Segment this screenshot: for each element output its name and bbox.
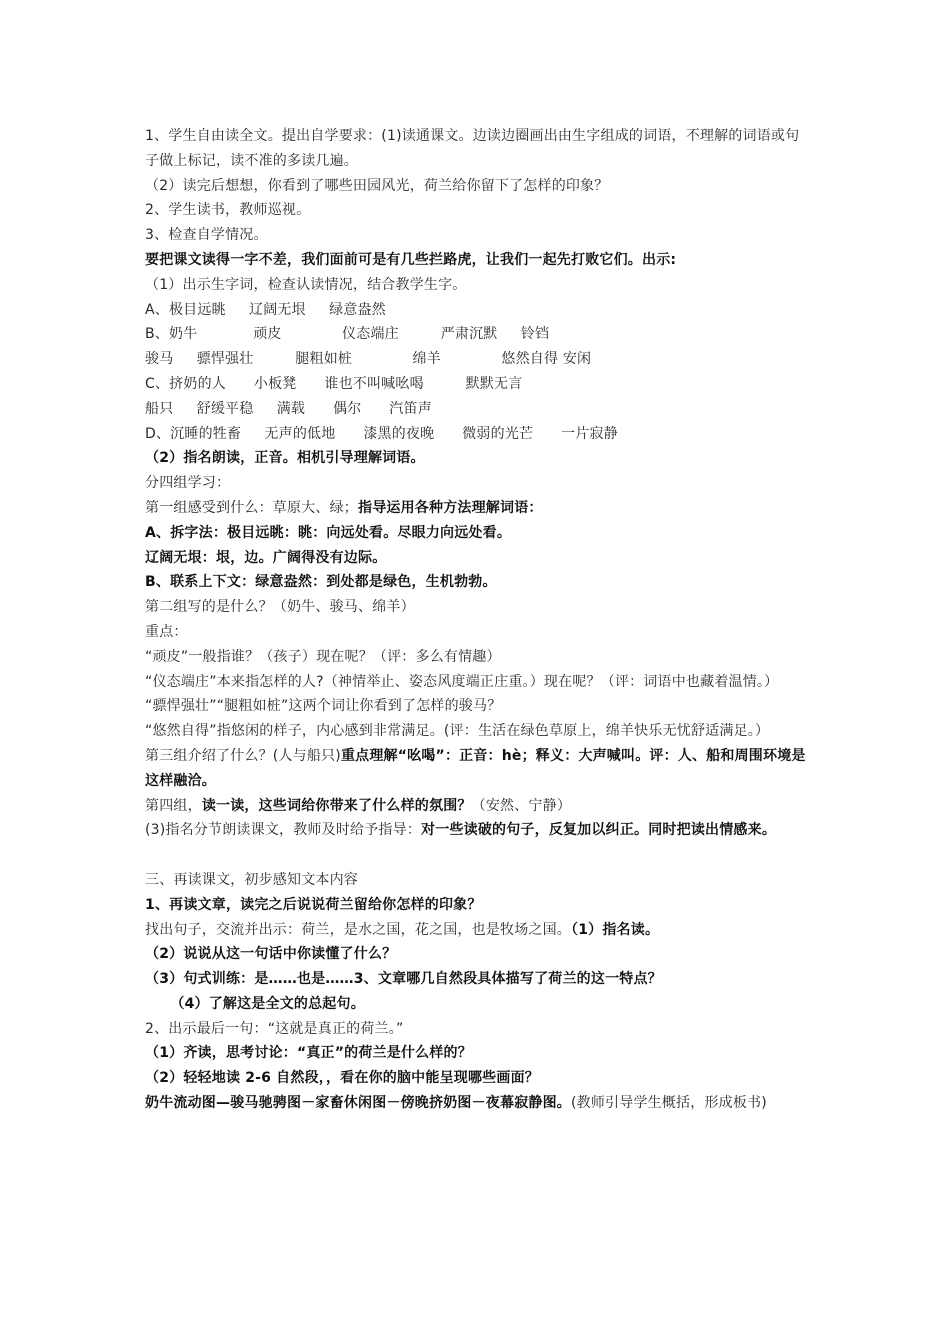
line-text: C、挤奶的人 小板凳 谁也不叫喊吆喝 默默无言 [145, 375, 523, 392]
text-line [145, 397, 810, 422]
text-line [145, 570, 810, 595]
text-line [145, 521, 810, 546]
text-line [145, 620, 810, 645]
line-text-tail: （安然、宁静） [471, 797, 572, 814]
line-text: （2）读完后想想，你看到了哪些田园风光，荷兰给你留下了怎样的印象？ [145, 177, 609, 194]
line-text: B、奶牛 顽皮 仪态端庄 严肃沉默 铃铛 [145, 326, 550, 343]
line-text: 辽阔无垠：垠，边。广阔得没有边际。 [145, 549, 387, 566]
text-line [145, 1091, 810, 1116]
line-text: “顽皮”一般指谁？（孩子）现在呢？（评：多么有情趣） [145, 648, 501, 665]
line-text: “仪态端庄”本来指怎样的人?（神情举止、姿态风度端正庄重。）现在呢？（评：词语中也藏着温情。） [145, 673, 779, 690]
line-text: 1、学生自由读全文。提出自学要求：(1)读通课文。边读边圈画出由生字组成的词语，不理解的词语或句子做上标记，读不准的多读几遍。 [145, 128, 800, 169]
line-text: （4）了解这是全文的总起句。 [145, 995, 365, 1012]
line-text: 找出句子，交流并出示：荷兰，是水之国，花之国，也是牧场之国。 [145, 921, 571, 938]
line-text: “悠然自得”指悠闲的样子，内心感到非常满足。(评：生活在绿色草原上，绵羊快乐无忧舒适满足。） [145, 723, 770, 740]
text-line [145, 298, 810, 323]
line-text: 三、再读课文，初步感知文本内容 [145, 871, 358, 888]
line-text: 第三组介绍了什么？(人与船只) [145, 747, 341, 764]
text-line [145, 347, 810, 372]
text-line [145, 645, 810, 670]
line-text: （2）指名朗读，正音。相机引导理解词语。 [145, 450, 425, 467]
line-text: 2、学生读书，教师巡视。 [145, 202, 311, 219]
text-line [145, 198, 810, 223]
text-line [145, 223, 810, 248]
line-text: 奶牛流动图—骏马驰骋图－家畜休闲图－傍晚挤奶图－夜幕寂静图。 [145, 1095, 571, 1112]
text-line [145, 595, 810, 620]
text-line [145, 322, 810, 347]
blank-line [145, 843, 810, 868]
text-line [145, 794, 810, 819]
text-line [145, 992, 810, 1017]
line-text: （1）齐读，思考讨论：“真正”的荷兰是什么样的？ [145, 1045, 472, 1062]
text-line [145, 670, 810, 695]
line-text: 骏马 骠悍强壮 腿粗如桩 绵羊 悠然自得 安闲 [145, 351, 592, 368]
text-line [145, 372, 810, 397]
text-line [145, 868, 810, 893]
text-line [145, 719, 810, 744]
text-line [145, 124, 810, 174]
line-text: (3)指名分节朗读课文，教师及时给予指导： [145, 822, 422, 839]
text-line [145, 918, 810, 943]
text-line [145, 1017, 810, 1042]
text-line [145, 174, 810, 199]
text-line [145, 942, 810, 967]
line-text-tail: 重点理解“吆喝”：正音：hè；释义：大声喊叫。评：人、船和周围环境是这样融洽。 [145, 747, 806, 789]
text-line [145, 967, 810, 992]
text-line [145, 471, 810, 496]
line-text: 第四组， [145, 797, 202, 814]
line-text: 分四组学习： [145, 475, 231, 492]
line-text: 第一组感受到什么：草原大、绿； [145, 499, 358, 516]
line-text: A、拆字法：极目远眺：眺：向远处看。尽眼力向远处看。 [145, 524, 512, 541]
text-line [145, 818, 810, 843]
line-text: 2、出示最后一句：“这就是真正的荷兰。” [145, 1020, 404, 1037]
line-text-tail: （1）指名读。 [571, 921, 660, 938]
line-text: （1）出示生字词，检查认读情况，结合教学生字。 [145, 276, 467, 293]
line-text: （3）句式训练：是……也是……3、文章哪几自然段具体描写了荷兰的这一特点？ [145, 971, 662, 988]
line-text-tail: 读一读，这些词给你带来了什么样的氛围？ [201, 797, 472, 814]
line-text: （2）说说从这一句话中你读懂了什么？ [145, 946, 397, 963]
line-text: 1、再读文章，读完之后说说荷兰留给你怎样的印象？ [145, 896, 482, 913]
line-text: 第二组写的是什么？（奶牛、骏马、绵羊） [145, 599, 415, 616]
text-line [145, 496, 810, 521]
line-text: A、极目远眺 辽阔无垠 绿意盎然 [145, 301, 386, 318]
text-line [145, 1041, 810, 1066]
line-text: 3、检查自学情况。 [145, 227, 268, 244]
text-line [145, 893, 810, 918]
line-text: （2）轻轻地读 2-6 自然段，，看在你的脑中能呈现哪些画面？ [145, 1070, 539, 1087]
line-text: B、联系上下文：绿意盎然：到处都是绿色，生机勃勃。 [145, 574, 497, 591]
text-line [145, 446, 810, 471]
text-line [145, 273, 810, 298]
line-text: 要把课文读得一字不差，我们面前可是有几些拦路虎，让我们一起先打败它们。出示: [145, 251, 677, 268]
line-text-tail: (教师引导学生概括，形成板书) [571, 1095, 767, 1112]
text-line [145, 422, 810, 447]
text-line [145, 546, 810, 571]
line-text: “骠悍强壮”“腿粗如桩”这两个词让你看到了怎样的骏马？ [145, 698, 502, 715]
line-text: D、沉睡的牲畜 无声的低地 漆黑的夜晚 微弱的光芒 一片寂静 [145, 425, 618, 442]
line-text: 船只 舒缓平稳 满载 偶尔 汽笛声 [145, 400, 432, 417]
text-line [145, 744, 810, 794]
document-body [145, 124, 810, 1116]
text-line [145, 248, 810, 273]
line-text: 重点： [145, 623, 188, 640]
text-line [145, 694, 810, 719]
text-line [145, 1066, 810, 1091]
line-text-tail: 对一些读破的句子，反复加以纠正。同时把读出情感来。 [421, 822, 777, 839]
line-text-tail: 指导运用各种方法理解词语： [358, 499, 543, 516]
